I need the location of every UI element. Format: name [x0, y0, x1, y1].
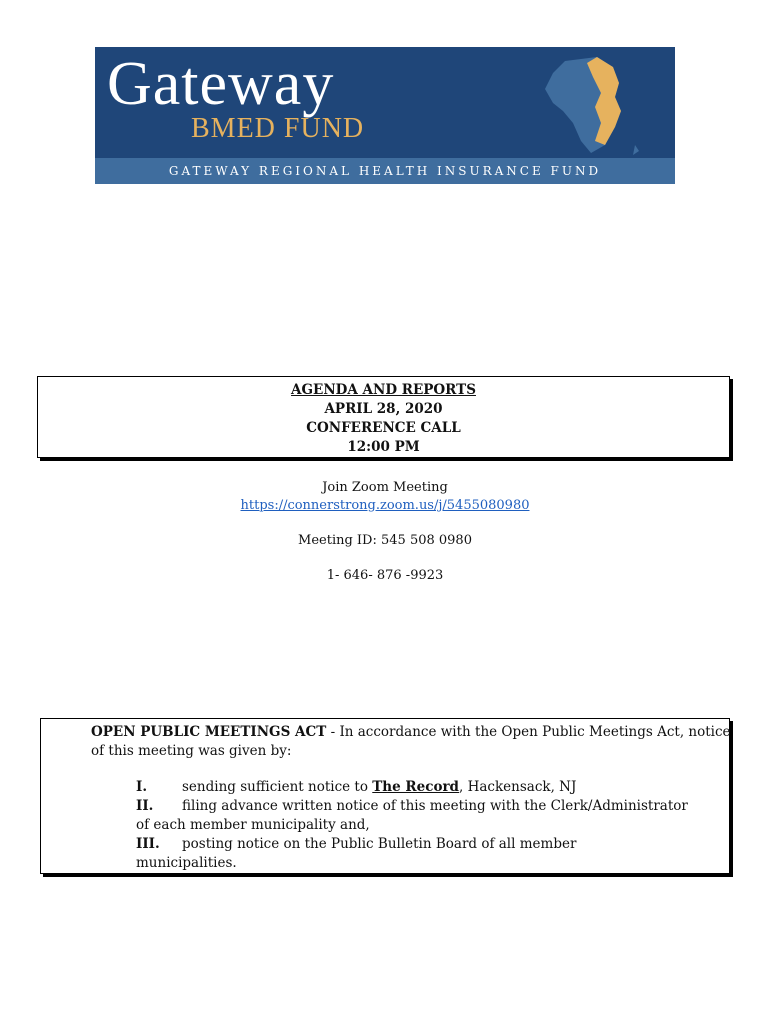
logo-tagline-bar [95, 158, 675, 184]
zoom-meeting-link[interactable]: https://connerstrong.zoom.us/j/5455080980 [240, 498, 530, 513]
list-item [136, 835, 696, 854]
list-text-suffix: , Hackensack, NJ [459, 779, 577, 795]
list-item-continuation: municipalities. [136, 855, 237, 871]
logo-title: Gateway [107, 50, 335, 118]
gateway-logo [95, 47, 675, 184]
list-item-continuation: of each member municipality and, [136, 817, 370, 833]
list-item [136, 778, 696, 797]
open-public-meetings-box [40, 718, 730, 874]
zoom-join-label: Join Zoom Meeting [322, 480, 448, 495]
agenda-header-box [37, 376, 730, 458]
list-numeral: III. [136, 836, 160, 852]
notice-list [136, 778, 696, 873]
the-record-name: The Record [372, 779, 460, 795]
opma-heading: OPEN PUBLIC MEETINGS ACT [91, 724, 327, 740]
opma-intro [91, 723, 731, 761]
list-numeral: II. [136, 798, 154, 814]
meeting-id: Meeting ID: 545 508 0980 [298, 533, 472, 548]
list-text: sending sufficient notice to [182, 779, 373, 795]
agenda-title: AGENDA AND REPORTS [291, 382, 476, 398]
list-item [136, 797, 696, 816]
new-jersey-map-icon [535, 53, 655, 158]
dial-in-phone: 1- 646- 876 -9923 [326, 568, 444, 583]
opma-intro-text: - In accordance with the Open Public Meetings Act, notice of this meeting was given by: [91, 724, 731, 759]
agenda-type: CONFERENCE CALL [306, 420, 461, 436]
list-numeral: I. [136, 779, 148, 795]
agenda-time: 12:00 PM [347, 439, 420, 455]
list-text: posting notice on the Public Bulletin Board of all member [182, 836, 577, 852]
list-text: filing advance written notice of this meeting with the Clerk/Administrator [182, 798, 688, 814]
logo-subtitle: BMED FUND [191, 113, 365, 144]
agenda-date: APRIL 28, 2020 [324, 401, 443, 417]
logo-tagline: GATEWAY REGIONAL HEALTH INSURANCE FUND [168, 164, 602, 178]
